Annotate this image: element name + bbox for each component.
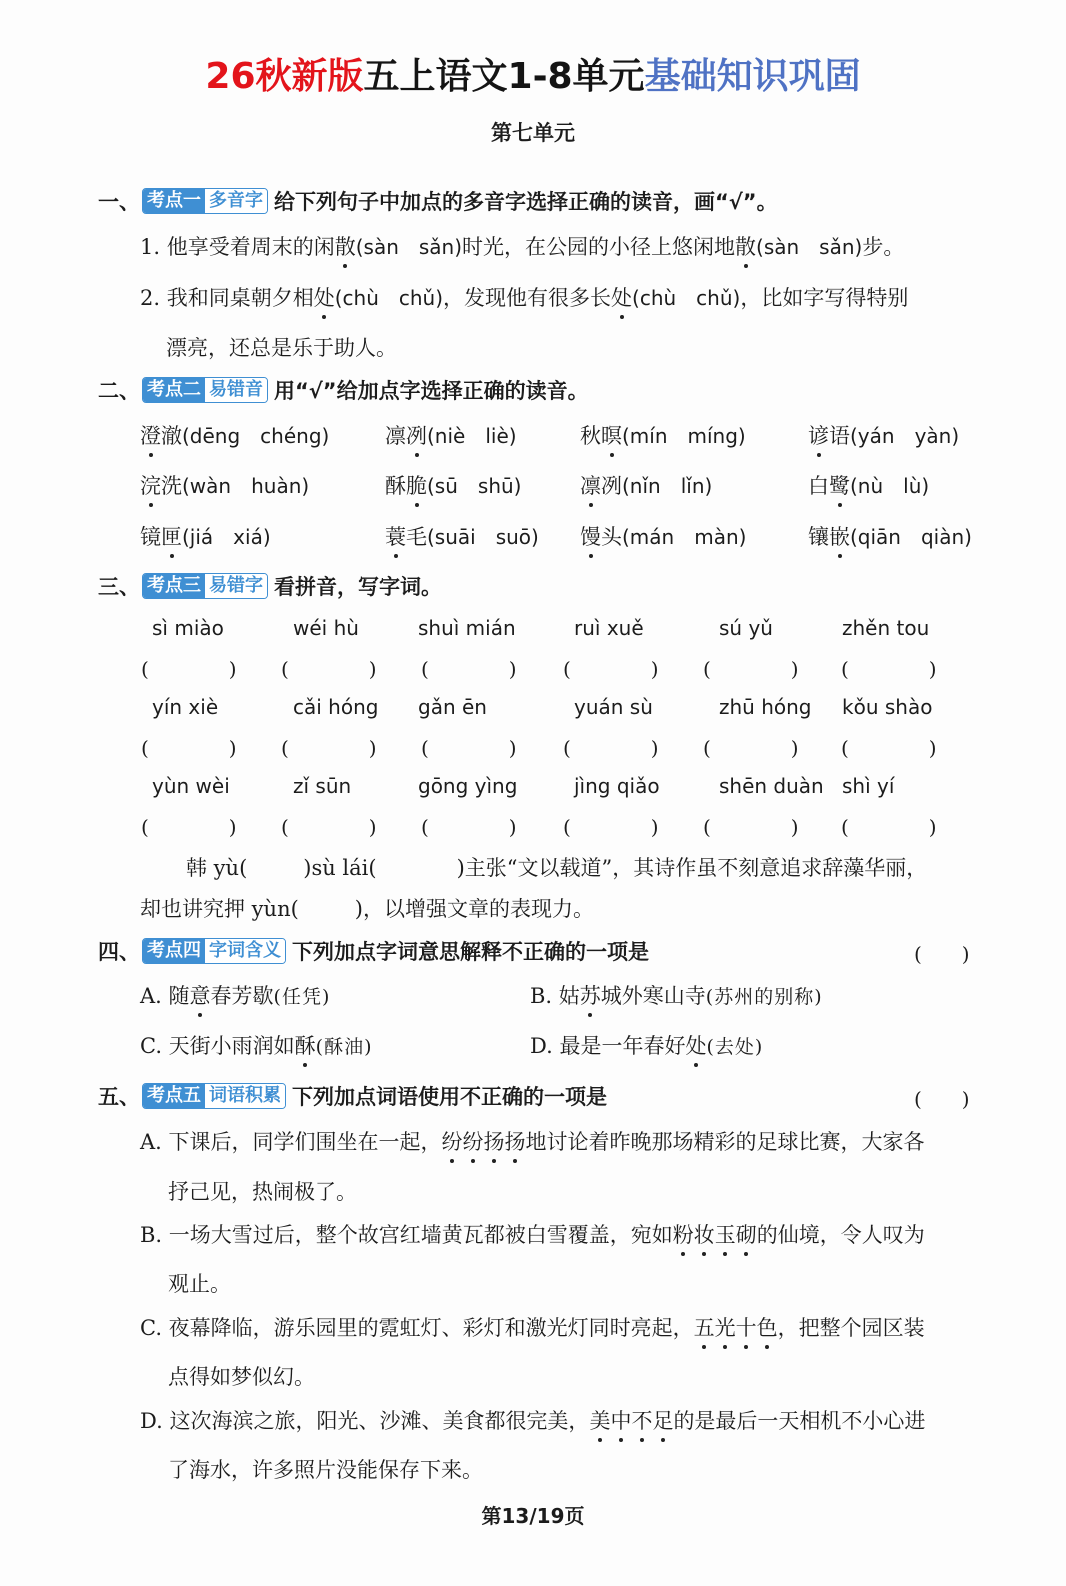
pronunciation-item[interactable] (580, 420, 746, 450)
option-b[interactable] (140, 1219, 925, 1249)
option-c[interactable] (140, 1312, 925, 1342)
pinyin-prompt: sú yǔ (719, 616, 773, 640)
text: )，以增强文章的表现力。 (354, 897, 594, 921)
pinyin-choice: (yán yàn) (850, 424, 960, 448)
section-number: 四、 (98, 940, 140, 964)
section-number: 三、 (98, 575, 140, 599)
pinyin-prompt: ruì xuě (574, 616, 644, 640)
text: 却也讲究押 yùn( (140, 897, 299, 921)
instruction: 看拼音，写字词。 (274, 575, 442, 599)
section-4-heading (98, 936, 649, 966)
pinyin-prompt: yùn wèi (152, 774, 230, 798)
pinyin-prompt: yuán sù (574, 695, 653, 719)
pinyin-prompt: shuì mián (418, 616, 516, 640)
pinyin-choice[interactable]: (chù chǔ) (334, 286, 444, 310)
option-b-cont: 观止。 (168, 1272, 231, 1296)
text: )sù lái( (303, 856, 377, 880)
gloss: (任凭) (273, 986, 331, 1008)
title-subject: 五上语文1-8单元 (363, 56, 645, 97)
option-c[interactable] (140, 1030, 373, 1060)
text: 语 (829, 424, 850, 448)
pronunciation-item[interactable] (580, 470, 712, 500)
tag-topic: 字词含义 (205, 939, 285, 963)
tag-label: 考点三 (143, 574, 205, 598)
section-number: 二、 (98, 379, 140, 403)
answer-blank[interactable]: ( ) (281, 736, 377, 760)
text: 秋 (580, 424, 601, 448)
dotted-char: 蓑 (385, 521, 406, 551)
dotted-char: 散 (735, 231, 756, 261)
section-number: 一、 (98, 190, 140, 214)
dotted-char: 纷 (463, 1126, 484, 1156)
option-d-cont: 了海水，许多照片没能保存下来。 (168, 1458, 483, 1482)
pinyin-prompt: gōng yìng (418, 774, 518, 798)
page-number: 第13/19页 (481, 1504, 585, 1528)
text: D. 这次海滨之旅，阳光、沙滩、美食都很完美， (140, 1409, 590, 1433)
pronunciation-item[interactable] (385, 521, 539, 551)
dotted-char: 纷 (442, 1126, 463, 1156)
topic-tag (142, 1083, 286, 1109)
section-2-heading (98, 375, 589, 405)
pronunciation-item[interactable] (140, 420, 329, 450)
pinyin-choice[interactable]: (sàn sǎn) (355, 235, 463, 259)
dotted-char: 脆 (406, 470, 427, 500)
dotted-char: 馒 (580, 521, 601, 551)
text: 城外寒山寺 (600, 984, 706, 1008)
instruction: 下列加点词语使用不正确的一项是 (292, 1085, 607, 1109)
unit-title: 第七单元 (491, 121, 575, 145)
tag-label: 考点二 (143, 378, 205, 402)
pronunciation-item[interactable] (808, 521, 972, 551)
answer-blank[interactable]: ( ) (563, 815, 659, 839)
tag-topic: 易错音 (205, 378, 267, 402)
answer-blank[interactable]: ( ) (563, 657, 659, 681)
text: 镶 (808, 525, 829, 549)
text: 2. 我和同桌朝夕相 (140, 286, 314, 310)
dotted-char: 浣 (140, 470, 161, 500)
pinyin-prompt: yín xiè (152, 695, 219, 719)
dotted-char: 足 (652, 1405, 673, 1435)
dotted-char: 澄 (140, 420, 161, 450)
dotted-char: 嵌 (829, 521, 850, 551)
text: C. 夜幕降临，游乐园里的霓虹灯、彩灯和激光灯同时亮起， (140, 1316, 694, 1340)
answer-paren[interactable]: ( ) (914, 1087, 970, 1111)
topic-tag (142, 377, 268, 403)
answer-blank[interactable]: ( ) (841, 815, 937, 839)
dotted-char: 散 (335, 231, 356, 261)
text: 步。 (862, 235, 905, 259)
text: B. 姑 (530, 984, 580, 1008)
pronunciation-item[interactable] (385, 420, 517, 450)
dotted-char: 凛 (580, 470, 601, 500)
instruction: 下列加点字词意思解释不正确的一项是 (292, 940, 649, 964)
pinyin-choice: (niè liè) (427, 424, 517, 448)
pinyin-prompt: zhū hóng (719, 695, 812, 719)
dotted-char: 处 (314, 282, 335, 312)
answer-blank[interactable]: ( ) (703, 815, 799, 839)
pronunciation-item[interactable] (385, 470, 521, 500)
text: 的是最后一天相机不小心进 (673, 1409, 926, 1433)
dotted-char: 酥 (295, 1030, 316, 1060)
pinyin-choice: (sū shū) (427, 474, 522, 498)
pinyin-choice: (nǐn lǐn) (622, 474, 713, 498)
dotted-char: 处 (685, 1030, 706, 1060)
section-3-heading (98, 571, 442, 601)
text: ，把整个园区装 (777, 1316, 925, 1340)
text: 头 (601, 525, 622, 549)
answer-blank[interactable]: ( ) (141, 815, 237, 839)
text: 凛 (385, 424, 406, 448)
gloss: (苏州的别称) (705, 986, 823, 1008)
answer-blank[interactable]: ( ) (421, 736, 517, 760)
dotted-char: 暝 (601, 420, 622, 450)
answer-blank[interactable]: ( ) (281, 657, 377, 681)
pinyin-prompt: cǎi hóng (293, 695, 379, 719)
answer-blank[interactable]: ( ) (141, 736, 237, 760)
pinyin-prompt: shì yí (842, 774, 895, 798)
dotted-char: 妆 (694, 1219, 715, 1249)
instruction: 给下列句子中加点的多音字选择正确的读音，画“√”。 (274, 190, 778, 214)
pronunciation-item[interactable] (140, 470, 309, 500)
dotted-word (673, 1223, 757, 1247)
option-c-cont: 点得如梦似幻。 (168, 1365, 315, 1389)
tag-topic: 多音字 (205, 189, 267, 213)
pronunciation-item[interactable] (580, 521, 746, 551)
pinyin-prompt: shēn duàn (719, 774, 824, 798)
dotted-char: 粉 (673, 1219, 694, 1249)
tag-topic: 词语积累 (205, 1084, 285, 1108)
dotted-word (694, 1316, 778, 1340)
fill-paragraph-line (186, 852, 927, 882)
text: ，比如字写得特别 (740, 286, 909, 310)
question-line (140, 282, 908, 312)
dotted-word (442, 1130, 526, 1154)
page-title (0, 48, 1066, 99)
dotted-char: 扬 (505, 1126, 526, 1156)
pinyin-choice: (suāi suō) (427, 525, 539, 549)
text: 白 (808, 474, 829, 498)
answer-blank[interactable]: ( ) (563, 736, 659, 760)
tag-label: 考点五 (143, 1084, 205, 1108)
dotted-char: 鹭 (829, 470, 850, 500)
pinyin-prompt: jìng qiǎo (574, 774, 660, 798)
dotted-char: 不 (631, 1405, 652, 1435)
gloss: (酥油) (315, 1036, 373, 1058)
pinyin-prompt: zǐ sūn (293, 774, 352, 798)
section-number: 五、 (98, 1085, 140, 1109)
pinyin-choice[interactable]: (sàn sǎn) (756, 235, 863, 259)
text: 酥 (385, 474, 406, 498)
dotted-char: 玉 (715, 1219, 736, 1249)
text: ，发现他有很多长 (443, 286, 612, 310)
text: 1. 他享受着周末的闲 (140, 235, 335, 259)
pinyin-choice: (dēng chéng) (182, 424, 330, 448)
pinyin-prompt: gǎn ēn (418, 695, 487, 719)
text: 时光，在公园的小径上悠闲地 (462, 235, 736, 259)
dotted-char: 扬 (484, 1126, 505, 1156)
dotted-char: 十 (736, 1312, 757, 1342)
section-5-heading (98, 1081, 607, 1111)
answer-blank[interactable]: ( ) (703, 657, 799, 681)
dotted-char: 中 (610, 1405, 631, 1435)
text: 地讨论着昨晚那场精彩的足球比赛，大家各 (525, 1130, 925, 1154)
dotted-char: 美 (589, 1405, 610, 1435)
dotted-char: 色 (757, 1312, 778, 1342)
text: 春芳歇 (210, 984, 274, 1008)
dotted-char: 处 (611, 282, 632, 312)
answer-blank[interactable]: ( ) (703, 736, 799, 760)
dotted-char: 谚 (808, 420, 829, 450)
title-edition: 26秋新版 (205, 56, 364, 97)
text: 冽 (601, 474, 622, 498)
dotted-word (589, 1409, 673, 1433)
pronunciation-item[interactable] (808, 420, 959, 450)
text: A. 随 (140, 984, 190, 1008)
tag-label: 考点一 (143, 189, 205, 213)
gloss: (去处) (706, 1036, 764, 1058)
pinyin-prompt: sì miào (152, 616, 224, 640)
pronunciation-item[interactable] (808, 470, 929, 500)
topic-tag (142, 573, 268, 599)
answer-paren[interactable]: ( ) (914, 942, 970, 966)
pinyin-choice: (jiá xiá) (182, 525, 271, 549)
dotted-char: 光 (715, 1312, 736, 1342)
tag-topic: 易错字 (205, 574, 267, 598)
topic-tag (142, 188, 268, 214)
text: 毛 (406, 525, 427, 549)
option-a[interactable] (140, 980, 330, 1010)
dotted-char: 五 (694, 1312, 715, 1342)
option-b[interactable] (530, 980, 823, 1010)
dotted-char: 匣 (161, 521, 182, 551)
answer-blank[interactable]: ( ) (841, 657, 937, 681)
tag-label: 考点四 (143, 939, 205, 963)
dotted-char: 冽 (406, 420, 427, 450)
instruction: 用“√”给加点字选择正确的读音。 (274, 379, 589, 403)
question-line: 漂亮，还总是乐于助人。 (166, 336, 397, 360)
text: 洗 (161, 474, 182, 498)
pinyin-prompt: kǒu shào (842, 695, 933, 719)
option-a-cont: 抒己见，热闹极了。 (168, 1180, 357, 1204)
pinyin-choice[interactable]: (chù chǔ) (632, 286, 741, 310)
text: 澈 (161, 424, 182, 448)
option-d[interactable] (530, 1030, 763, 1060)
text: D. 最是一年春好 (530, 1034, 686, 1058)
pinyin-prompt: wéi hù (293, 616, 359, 640)
answer-blank[interactable]: ( ) (421, 657, 517, 681)
text: A. 下课后，同学们围坐在一起， (140, 1130, 442, 1154)
text: 韩 yù( (186, 856, 248, 880)
text: 的仙境，令人叹为 (756, 1223, 925, 1247)
pinyin-choice: (mán màn) (622, 525, 747, 549)
answer-blank[interactable]: ( ) (281, 815, 377, 839)
text: B. 一场大雪过后，整个故宫红墙黄瓦都被白雪覆盖，宛如 (140, 1223, 673, 1247)
dotted-char: 砌 (736, 1219, 757, 1249)
answer-blank[interactable]: ( ) (421, 815, 517, 839)
section-1-heading (98, 186, 778, 216)
title-topic: 基础知识巩固 (644, 56, 861, 97)
option-d[interactable] (140, 1405, 925, 1435)
pinyin-choice: (mín míng) (622, 424, 746, 448)
dotted-char: 苏 (580, 980, 601, 1010)
topic-tag (142, 938, 286, 964)
pronunciation-item[interactable] (140, 521, 271, 551)
option-a[interactable] (140, 1126, 925, 1156)
pinyin-choice: (qiān qiàn) (850, 525, 972, 549)
pinyin-prompt: zhěn tou (842, 616, 930, 640)
question-line (140, 231, 904, 261)
pinyin-choice: (nù lù) (850, 474, 930, 498)
text: )主张“文以载道”，其诗作虽不刻意追求辞藻华丽， (456, 856, 928, 880)
fill-paragraph-line (140, 893, 594, 923)
text: C. 天街小雨润如 (140, 1034, 295, 1058)
dotted-char: 意 (190, 980, 211, 1010)
pinyin-choice: (wàn huàn) (182, 474, 310, 498)
answer-blank[interactable]: ( ) (141, 657, 237, 681)
text: 镜 (140, 525, 161, 549)
answer-blank[interactable]: ( ) (841, 736, 937, 760)
